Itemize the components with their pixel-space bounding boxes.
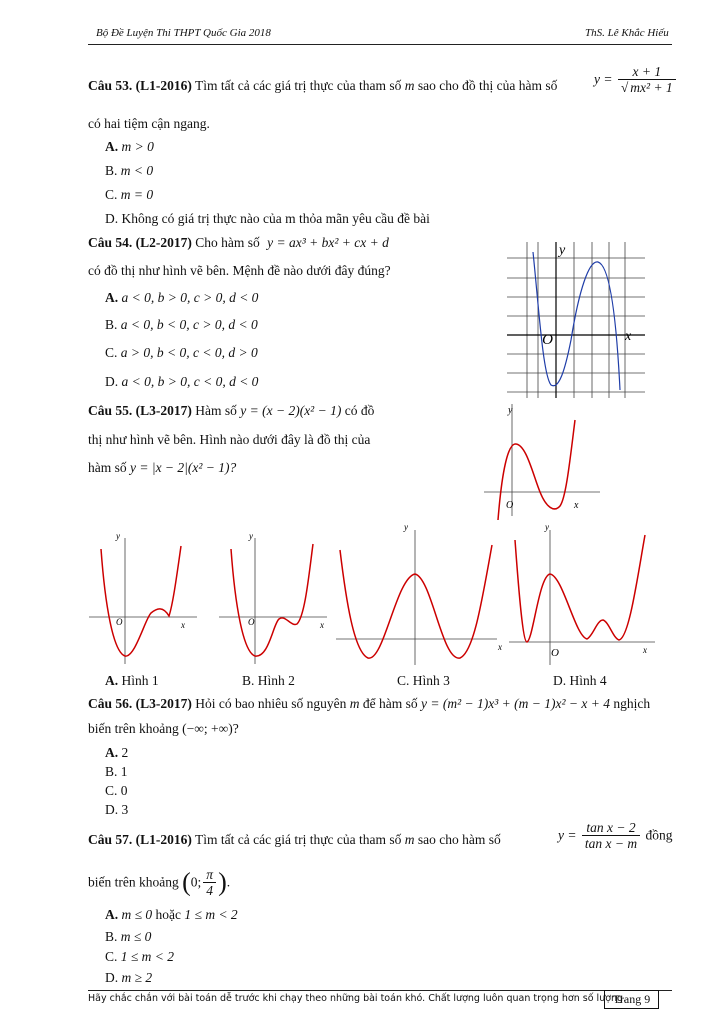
- q53-label: Câu 53. (L1-2016): [88, 78, 192, 93]
- svg-text:y: y: [249, 531, 253, 541]
- q56-statement: Câu 56. (L3-2017) Hỏi có bao nhiêu số nguyên m để hàm số y = (m² − 1)x³ + (m − 1)x² − x + 4 nghịch: [88, 696, 651, 711]
- svg-text:x: x: [320, 620, 324, 630]
- q56-label: Câu 56. (L3-2017): [88, 696, 192, 711]
- q53-option-b[interactable]: B. m < 0: [105, 163, 154, 178]
- svg-text:O: O: [248, 617, 255, 627]
- q57-label: Câu 57. (L1-2016): [88, 832, 192, 847]
- svg-text:O: O: [551, 647, 559, 659]
- svg-text:x: x: [181, 620, 185, 630]
- q55-figure-1[interactable]: [85, 524, 205, 669]
- cubic-curve: [533, 252, 620, 390]
- q56-option-a[interactable]: A. 2: [105, 745, 129, 760]
- svg-text:O: O: [116, 617, 123, 627]
- q55-figure-2[interactable]: [215, 524, 335, 669]
- q57-continuation: biến trên khoảng (0; $\frac{\pi}{4}$ ).: [88, 867, 231, 898]
- q53-fraction: $\frac{x + 1}{\text{√ mx² + 1}}$: [618, 64, 676, 95]
- q53-continuation: có hai tiệm cận ngang.: [88, 116, 210, 131]
- svg-text:x: x: [643, 645, 647, 655]
- q54-statement: Câu 54. (L2-2017) Cho hàm số y = ax³ + bx² + cx + d: [88, 235, 389, 250]
- q54-option-c[interactable]: C. a > 0, b < 0, c < 0, d > 0: [105, 345, 258, 360]
- footer-note: Hãy chắc chắn với bài toán dễ trước khi chạy theo những bài toán khó. Chất lượng luôn quan trọng hơn số lượng.: [88, 993, 627, 1004]
- q55-label: Câu 55. (L3-2017): [88, 403, 192, 418]
- q57-option-d[interactable]: D. m ≥ 2: [105, 970, 153, 985]
- q55-line3: hàm số y = |x − 2|(x² − 1)?: [88, 460, 237, 475]
- q54-option-d[interactable]: D. a < 0, b > 0, c < 0, d < 0: [105, 374, 259, 389]
- svg-text:x: x: [574, 500, 579, 511]
- svg-text:y: y: [545, 522, 549, 532]
- q54-continuation: có đồ thị như hình vẽ bên. Mệnh đề nào dưới đây đúng?: [88, 263, 391, 278]
- q54-label: Câu 54. (L2-2017): [88, 235, 192, 250]
- q53-option-d[interactable]: D. Không có giá trị thực nào của m thỏa mãn yêu cầu đề bài: [105, 211, 430, 226]
- q56-continuation: biến trên khoảng (−∞; +∞)?: [88, 721, 239, 736]
- svg-text:y: y: [404, 522, 408, 532]
- svg-text:y: y: [508, 405, 513, 416]
- q54-option-b[interactable]: B. a < 0, b < 0, c > 0, d < 0: [105, 317, 258, 332]
- y-axis-label: y: [559, 243, 566, 258]
- header-left: Bộ Đề Luyện Thi THPT Quốc Gia 2018: [96, 27, 271, 39]
- q53-function: y = $\frac{x + 1}{\text{√ mx² + 1}}$: [594, 64, 678, 95]
- q56-option-b[interactable]: B. 1: [105, 764, 128, 779]
- q55-caption-3: C. Hình 3: [397, 673, 450, 688]
- q56-option-c[interactable]: C. 0: [105, 783, 128, 798]
- q57-statement: Câu 57. (L1-2016) Tìm tất cả các giá trị thực của tham số m sao cho hàm số: [88, 832, 501, 847]
- q57-interval-fraction: $\frac{\pi}{4}$: [203, 867, 216, 898]
- q57-option-b[interactable]: B. m ≤ 0: [105, 929, 152, 944]
- header-right: ThS. Lê Khắc Hiếu: [585, 27, 669, 39]
- q55-main-graph: [478, 400, 608, 520]
- svg-text:x: x: [498, 642, 502, 652]
- footer-rule: [88, 990, 672, 991]
- q57-option-c[interactable]: C. 1 ≤ m < 2: [105, 949, 175, 964]
- q55-caption-4: D. Hình 4: [553, 673, 607, 688]
- q54-cubic-graph: [505, 240, 647, 400]
- q57-fraction: $\frac{\text{tan x − 2}}{\text{tan x − m}}$: [582, 820, 640, 851]
- svg-text:O: O: [506, 500, 514, 511]
- origin-label: O: [542, 332, 553, 348]
- header-rule: [88, 44, 672, 45]
- x-axis-label: x: [625, 329, 632, 344]
- page-number: Trang 9: [604, 990, 659, 1009]
- q54-option-a[interactable]: A. a < 0, b > 0, c > 0, d < 0: [105, 290, 259, 305]
- q55-line2: thị như hình vẽ bên. Hình nào dưới đây là đồ thị của: [88, 432, 371, 447]
- q53-option-c[interactable]: C. m = 0: [105, 187, 154, 202]
- q55-caption-1: A. Hình 1: [105, 673, 159, 688]
- q53-statement: Câu 53. (L1-2016) Tìm tất cả các giá trị thực của tham số m sao cho đồ thị của hàm số: [88, 78, 558, 93]
- q55-figure-3[interactable]: [332, 520, 504, 670]
- q55-caption-2: B. Hình 2: [242, 673, 295, 688]
- svg-text:y: y: [116, 531, 120, 541]
- q55-line1: Câu 55. (L3-2017) Hàm số y = (x − 2)(x² − 1) có đồ: [88, 403, 375, 418]
- q57-function: y = $\frac{\text{tan x − 2}}{\text{tan x − m}}$ đồng: [558, 820, 673, 851]
- q55-figure-4[interactable]: [505, 520, 660, 670]
- q53-option-a[interactable]: A. m > 0: [105, 139, 154, 154]
- q56-option-d[interactable]: D. 3: [105, 802, 129, 817]
- q57-option-a[interactable]: A. m ≤ 0 hoặc 1 ≤ m < 2: [105, 907, 238, 922]
